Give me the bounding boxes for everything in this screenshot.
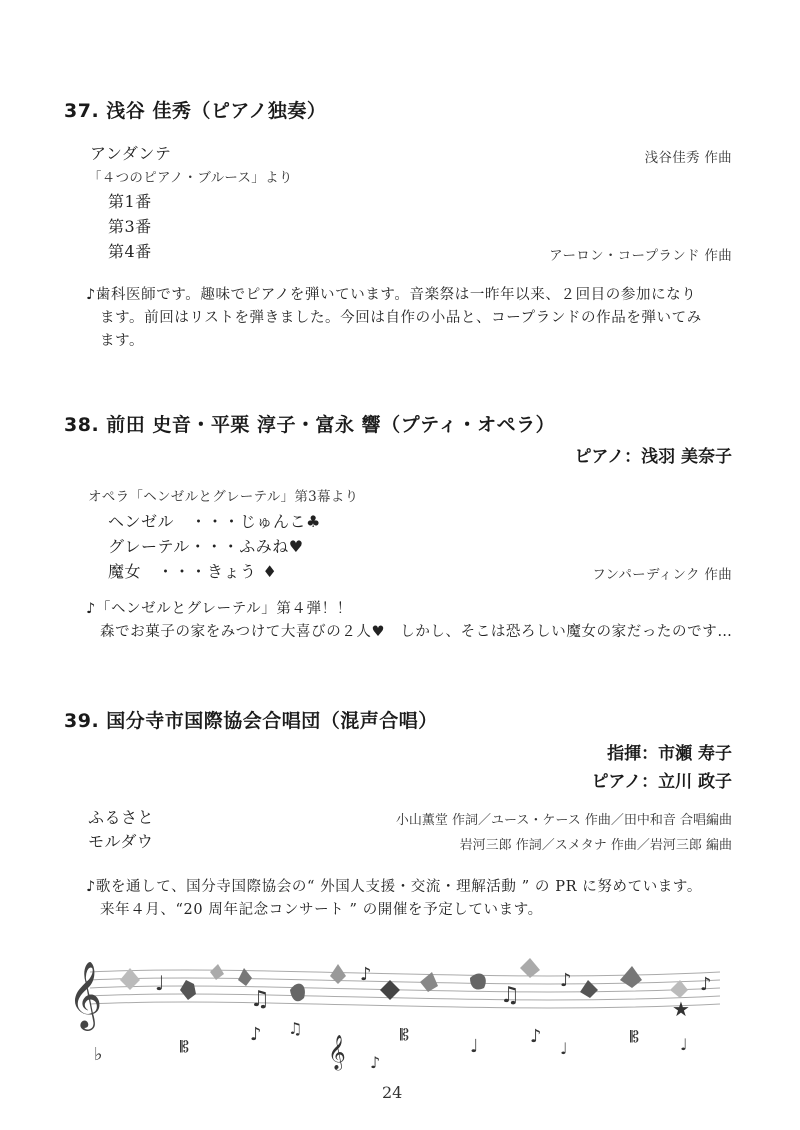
svg-text:♩: ♩ — [560, 1039, 568, 1058]
svg-text:♪: ♪ — [370, 1053, 381, 1072]
club-icon: ♣ — [306, 512, 321, 531]
svg-text:♫: ♫ — [288, 1019, 303, 1038]
svg-text:𝄡: 𝄡 — [630, 1027, 639, 1046]
music-note-icon: ♪ — [86, 879, 96, 895]
treble-clef-icon: 𝄞 — [68, 960, 103, 1028]
note-icons — [94, 964, 712, 1072]
section-37-heading: 37. 浅谷 佳秀（ピアノ独奏） — [64, 100, 327, 122]
svg-text:♫: ♫ — [250, 987, 270, 1012]
section-39-note: ♪歌を通して、国分寺国際協会の“ 外国人支援・交流・理解活動 ” の PR に努めています。 来年４月、“20 周年記念コンサート ” の開催を予定しています。 — [86, 879, 702, 918]
leaf-icons — [120, 958, 688, 1001]
svg-text:♩: ♩ — [155, 971, 165, 995]
piece-title: モルダウ — [88, 832, 154, 851]
music-staff-decoration — [60, 950, 740, 1075]
svg-text:♫: ♫ — [500, 983, 520, 1008]
svg-text:♩: ♩ — [680, 1035, 688, 1054]
heart-icon: ♥ — [288, 537, 304, 556]
section-37-note: ♪歯科医師です。趣味でピアノを弾いています。音楽祭は一昨年以来、２回目の参加になり ます。前回はリストを弾きました。今回は自作の小品と、コープランドの作品を弾いてみ ます。 — [86, 287, 702, 349]
role-line: グレーテル・・・ふみね♥ — [108, 537, 304, 556]
svg-text:𝄞: 𝄞 — [328, 1035, 346, 1070]
pianist-credit: ピアノ：浅羽 美奈子 — [574, 447, 732, 467]
piece-title: アンダンテ — [90, 144, 172, 163]
svg-text:𝄡: 𝄡 — [400, 1025, 409, 1044]
diamond-icon: ♦ — [262, 562, 278, 581]
role-line: 魔女 ・・・きょう ♦ — [108, 562, 278, 581]
svg-text:♭: ♭ — [94, 1044, 103, 1065]
opera-subtitle: オペラ「ヘンゼルとグレーテル」第3幕より — [88, 489, 359, 505]
svg-text:♩: ♩ — [470, 1036, 479, 1057]
svg-text:♪: ♪ — [560, 970, 572, 991]
role-line: ヘンゼル ・・・じゅんこ♣ — [108, 512, 321, 531]
composer-credit: フンパーディンク 作曲 — [592, 567, 732, 583]
composer-credit: 小山薫堂 作詞／ユース・ケース 作曲／田中和音 合唱編曲 — [395, 813, 732, 828]
svg-text:𝄡: 𝄡 — [180, 1037, 189, 1056]
music-note-icon: ♪ — [86, 287, 96, 303]
composer-credit: 浅谷佳秀 作曲 — [644, 150, 732, 166]
conductor-credit: 指揮：市瀬 寿子 — [607, 744, 732, 764]
piece-movement: 第3番 — [108, 217, 152, 236]
svg-text:★: ★ — [672, 997, 690, 1021]
pianist-credit: ピアノ：立川 政子 — [591, 772, 732, 792]
piece-subtitle: 「４つのピアノ・ブルース」より — [88, 170, 293, 186]
section-38-heading: 38. 前田 史音・平栗 淳子・富永 響（プティ・オペラ） — [64, 414, 556, 436]
page-number: 24 — [382, 1083, 403, 1102]
composer-credit: 岩河三郎 作詞／スメタナ 作曲／岩河三郎 編曲 — [459, 838, 732, 853]
music-note-icon: ♪ — [86, 601, 96, 617]
svg-text:♪: ♪ — [360, 964, 372, 985]
svg-text:♪: ♪ — [250, 1024, 262, 1045]
composer-credit: アーロン・コープランド 作曲 — [549, 248, 732, 264]
heart-icon: ♥ — [371, 624, 386, 640]
piece-title: ふるさと — [88, 808, 155, 827]
section-39-heading: 39. 国分寺市国際協会合唱団（混声合唱） — [64, 710, 438, 732]
svg-text:♪: ♪ — [530, 1026, 542, 1047]
piece-movement: 第4番 — [108, 242, 152, 261]
section-38-note: ♪「ヘンゼルとグレーテル」第４弾！！ 森でお菓子の家をみつけて大喜びの２人♥ しかし、そこは恐ろしい魔女の家だったのです… — [86, 601, 733, 640]
piece-movement: 第1番 — [108, 192, 152, 211]
svg-text:♪: ♪ — [700, 974, 712, 995]
